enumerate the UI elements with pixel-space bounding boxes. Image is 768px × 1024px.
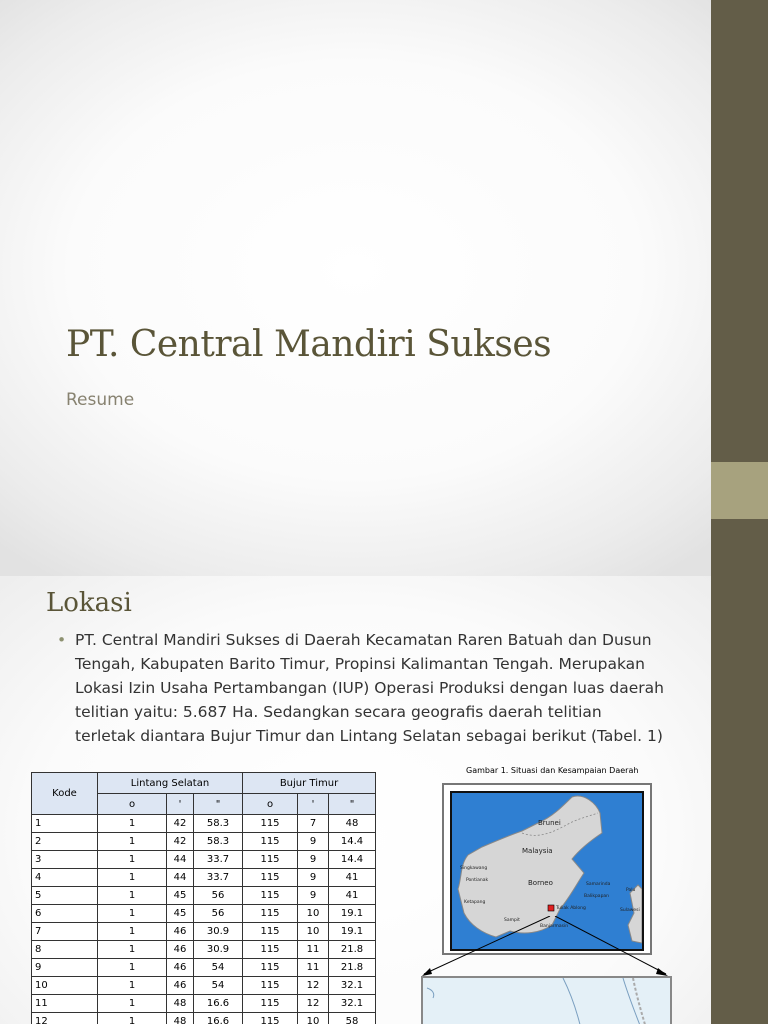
- unit-minute: ': [167, 794, 194, 815]
- table-cell: 12: [298, 995, 329, 1013]
- bullet-paragraph: [57, 628, 667, 748]
- table-cell: 9: [298, 833, 329, 851]
- unit-second: ": [329, 794, 376, 815]
- table-cell: 16.6: [194, 1013, 243, 1024]
- table-cell: 1: [98, 995, 167, 1013]
- map-label-singkawang: Singkawang: [460, 866, 488, 871]
- table-cell: 115: [243, 905, 298, 923]
- table-cell: 21.8: [329, 959, 376, 977]
- table-cell: 1: [98, 977, 167, 995]
- table-cell: 115: [243, 941, 298, 959]
- table-cell: 4: [32, 869, 98, 887]
- table-cell: 7: [298, 815, 329, 833]
- table-cell: 46: [167, 923, 194, 941]
- header-bujur-timur: Bujur Timur: [243, 773, 376, 794]
- table-cell: 9: [298, 851, 329, 869]
- table-cell: 115: [243, 887, 298, 905]
- map-label-banjarmasin: Banjarmasin: [540, 924, 569, 929]
- table-cell: 8: [32, 941, 98, 959]
- table-cell: 2: [32, 833, 98, 851]
- map-label-malaysia: Malaysia: [522, 847, 553, 855]
- table-cell: 115: [243, 977, 298, 995]
- table-cell: 9: [298, 887, 329, 905]
- table-cell: 30.9: [194, 923, 243, 941]
- table-cell: 14.4: [329, 833, 376, 851]
- table-cell: 115: [243, 995, 298, 1013]
- table-cell: 12: [32, 1013, 98, 1024]
- table-cell: 11: [298, 959, 329, 977]
- map-label-ketapang: Ketapang: [464, 900, 486, 905]
- slide-subtitle: Resume: [66, 390, 135, 410]
- header-kode: Kode: [32, 773, 98, 815]
- table-cell: 12: [298, 977, 329, 995]
- table-cell: 56: [194, 887, 243, 905]
- table-cell: 58.3: [194, 815, 243, 833]
- unit-degree: o: [243, 794, 298, 815]
- table-cell: 11: [32, 995, 98, 1013]
- table-cell: 14.4: [329, 851, 376, 869]
- table-cell: 33.7: [194, 869, 243, 887]
- lokasi-slide: [0, 576, 768, 1024]
- table-cell: 1: [98, 959, 167, 977]
- table-cell: 1: [98, 1013, 167, 1024]
- detail-map: [421, 976, 672, 1024]
- map-label-samarinda: Samarinda: [586, 882, 611, 887]
- table-cell: 1: [98, 815, 167, 833]
- table-cell: 5: [32, 887, 98, 905]
- bullet-text: PT. Central Mandiri Sukses di Daerah Kecamatan Raren Batuah dan Dusun Tengah, Kabupaten Barito Timur, Propinsi Kalimantan Tengah. Merupakan Lokasi Izin Usaha Pertambangan (IUP) Operasi Produksi dengan luas daerah telitian yaitu: 5.687 Ha. Sedangkan secara geografis daerah telitian terletak diantara Bujur Timur dan Lintang Selatan sebagai berikut (Tabel. 1): [75, 631, 664, 745]
- map-label-palu: Palu: [626, 888, 636, 893]
- table-cell: 11: [298, 941, 329, 959]
- table-cell: 115: [243, 959, 298, 977]
- map-label-borneo: Borneo: [528, 879, 553, 887]
- table-cell: 46: [167, 959, 194, 977]
- table-cell: 10: [298, 923, 329, 941]
- table-cell: 46: [167, 941, 194, 959]
- table-cell: 9: [32, 959, 98, 977]
- table-cell: 42: [167, 833, 194, 851]
- table-cell: 19.1: [329, 923, 376, 941]
- map-label-sulawesi: Sulawesi: [620, 908, 640, 913]
- table-cell: 115: [243, 869, 298, 887]
- table-cell: 10: [32, 977, 98, 995]
- slide-title: PT. Central Mandiri Sukses: [66, 324, 552, 365]
- table-cell: 1: [98, 905, 167, 923]
- table-cell: 33.7: [194, 851, 243, 869]
- table-row: [32, 869, 376, 887]
- table-cell: 115: [243, 833, 298, 851]
- unit-second: ": [194, 794, 243, 815]
- study-area-marker: [548, 905, 554, 911]
- slide-side-bar: [711, 576, 768, 1024]
- table-cell: 58: [329, 1013, 376, 1024]
- unit-degree: o: [98, 794, 167, 815]
- table-row: [32, 1013, 376, 1024]
- table-cell: 54: [194, 977, 243, 995]
- table-cell: 7: [32, 923, 98, 941]
- table-row: [32, 905, 376, 923]
- table-cell: 1: [98, 887, 167, 905]
- table-cell: 16.6: [194, 995, 243, 1013]
- table-row: [32, 959, 376, 977]
- table-cell: 115: [243, 815, 298, 833]
- table-cell: 19.1: [329, 905, 376, 923]
- table-cell: 41: [329, 887, 376, 905]
- table-cell: 10: [298, 905, 329, 923]
- table-row: [32, 851, 376, 869]
- table-cell: 21.8: [329, 941, 376, 959]
- table-cell: 30.9: [194, 941, 243, 959]
- table-cell: 44: [167, 851, 194, 869]
- table-cell: 32.1: [329, 995, 376, 1013]
- coordinates-table: [31, 772, 376, 1024]
- header-lintang-selatan: Lintang Selatan: [98, 773, 243, 794]
- table-cell: 56: [194, 905, 243, 923]
- table-row: [32, 941, 376, 959]
- table-cell: 1: [32, 815, 98, 833]
- table-cell: 32.1: [329, 977, 376, 995]
- slide-side-accent: [711, 462, 768, 519]
- section-heading: Lokasi: [46, 588, 132, 618]
- table-cell: 115: [243, 1013, 298, 1024]
- map-label-pontianak: Pontianak: [466, 878, 489, 883]
- table-cell: 45: [167, 887, 194, 905]
- table-cell: 115: [243, 851, 298, 869]
- detail-map-graphic: [423, 978, 670, 1024]
- table-row: [32, 815, 376, 833]
- table-cell: 44: [167, 869, 194, 887]
- table-cell: 6: [32, 905, 98, 923]
- table-cell: 48: [167, 1013, 194, 1024]
- table-row: [32, 833, 376, 851]
- figure-caption: Gambar 1. Situasi dan Kesampaian Daerah: [466, 766, 639, 775]
- map-label-sampit: Sampit: [504, 918, 520, 923]
- table-cell: 41: [329, 869, 376, 887]
- table-cell: 54: [194, 959, 243, 977]
- table-cell: 115: [243, 923, 298, 941]
- table-cell: 3: [32, 851, 98, 869]
- map-label-balikpapan: Balikpapan: [584, 894, 610, 899]
- table-cell: 45: [167, 905, 194, 923]
- table-cell: 9: [298, 869, 329, 887]
- zoom-arrows: [420, 916, 670, 978]
- table-row: [32, 887, 376, 905]
- table-cell: 46: [167, 977, 194, 995]
- table-row: [32, 977, 376, 995]
- table-cell: 1: [98, 923, 167, 941]
- table-row: [32, 995, 376, 1013]
- unit-minute: ': [298, 794, 329, 815]
- table-cell: 48: [167, 995, 194, 1013]
- map-label-tabalong: Tuliak Ablong: [556, 906, 586, 911]
- map-label-brunei: Brunei: [538, 819, 561, 827]
- table-cell: 1: [98, 833, 167, 851]
- table-cell: 58.3: [194, 833, 243, 851]
- table-cell: 42: [167, 815, 194, 833]
- table-cell: 1: [98, 941, 167, 959]
- table-cell: 1: [98, 851, 167, 869]
- table-cell: 1: [98, 869, 167, 887]
- table-cell: 48: [329, 815, 376, 833]
- bullet-icon: •: [57, 631, 67, 649]
- table-cell: 10: [298, 1013, 329, 1024]
- table-row: [32, 923, 376, 941]
